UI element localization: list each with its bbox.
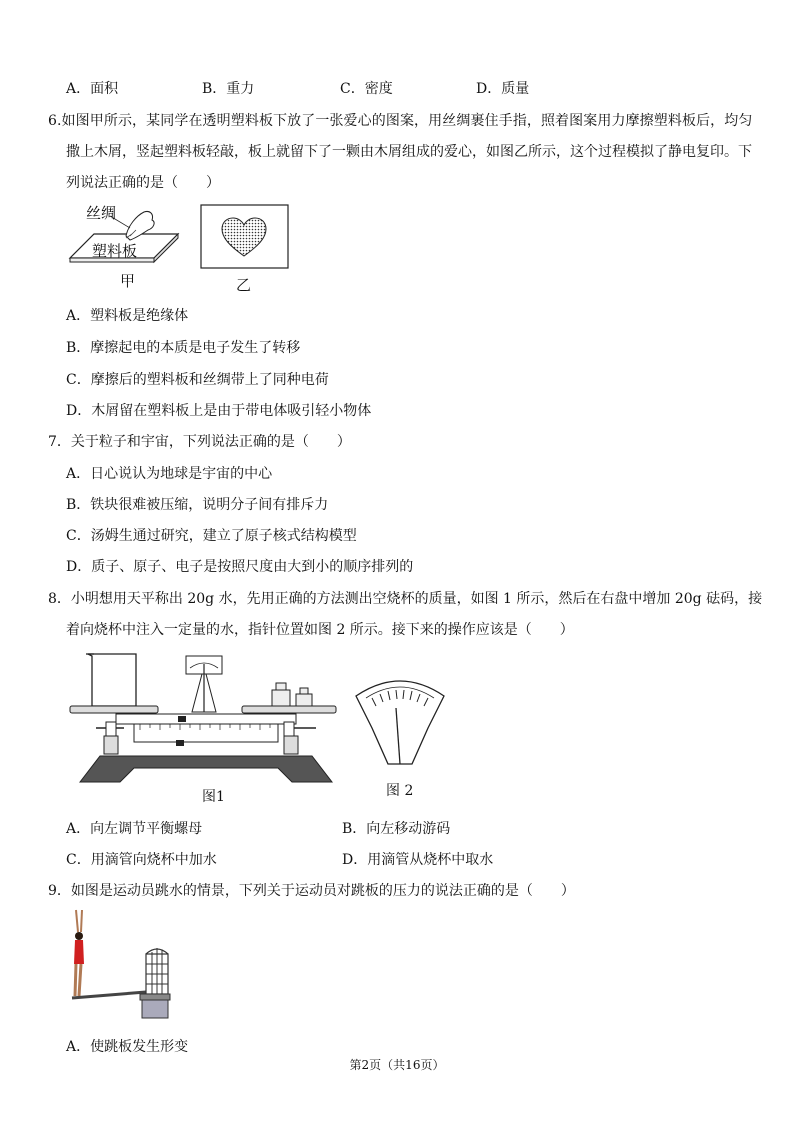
q6-option-c: C．摩擦后的塑料板和丝绸带上了同种电荷: [66, 372, 329, 388]
q7-option-d: D．质子、原子、电子是按照尺度由大到小的顺序排列的: [66, 559, 414, 575]
q7-option-a: A．日心说认为地球是宇宙的中心: [66, 466, 273, 482]
figure-diving: [66, 906, 176, 1021]
q5-option-c: C．密度: [340, 81, 393, 97]
label-fig1: 图1: [202, 789, 225, 805]
label-yi: 乙: [236, 276, 252, 294]
label-fig2: 图 2: [386, 783, 414, 799]
q6-stem-line2: 撒上木屑，竖起塑料板轻敲，板上就留下了一颗由木屑组成的爱心，如图乙所示，这个过程模拟了静电复印。下: [66, 144, 752, 160]
heart-board-drawing: [200, 204, 290, 270]
q8-option-a: A．向左调节平衡螺母: [66, 821, 203, 837]
q7-option-c: C．汤姆生通过研究，建立了原子核式结构模型: [66, 528, 357, 544]
q6-stem-line3: 列说法正确的是（ ）: [66, 175, 220, 191]
q7-option-b: B．铁块很难被压缩，说明分子间有排斥力: [66, 497, 329, 513]
balance-drawing: [66, 646, 346, 786]
q8-stem-line2: 着向烧杯中注入一定量的水，指针位置如图 2 所示。接下来的操作应该是（ ）: [66, 622, 574, 638]
q6-stem-line1: 6.如图甲所示，某同学在透明塑料板下放了一张爱心的图案，用丝绸裹住手指，照着图案用力摩擦塑料板后，均匀: [48, 113, 753, 129]
q5-option-a: A．面积: [66, 81, 119, 97]
q9-stem: 9．如图是运动员跳水的情景，下列关于运动员对跳板的压力的说法正确的是（ ）: [48, 883, 575, 899]
label-jia: 甲: [120, 272, 136, 290]
q8-option-c: C．用滴管向烧杯中加水: [66, 852, 217, 868]
q8-option-b: B．向左移动游码: [342, 821, 451, 837]
q6-option-a: A．塑料板是绝缘体: [66, 308, 189, 324]
figure-1-balance: [66, 646, 346, 806]
q5-option-d: D．质量: [476, 81, 530, 97]
diver-drawing: [66, 906, 176, 1021]
q8-option-d: D．用滴管从烧杯中取水: [342, 852, 494, 868]
q8-stem-line1: 8．小明想用天平称出 20g 水，先用正确的方法测出空烧杯的质量，如图 1 所示，然后在右盘中增加 20g 砝码，接: [48, 591, 763, 607]
figure-2-dial: [352, 668, 448, 798]
page-footer: 第2页（共16页）: [349, 1058, 445, 1072]
figure-jia: [66, 200, 186, 295]
label-silk: 丝绸: [86, 204, 117, 222]
q5-option-b: B．重力: [202, 81, 255, 97]
dial-drawing: [352, 668, 448, 768]
q6-option-b: B．摩擦起电的本质是电子发生了转移: [66, 340, 301, 356]
q9-option-a: A．使跳板发生形变: [66, 1039, 189, 1055]
figure-yi: [200, 204, 290, 294]
label-plastic-board: 塑料板: [92, 242, 138, 260]
q6-option-d: D．木屑留在塑料板上是由于带电体吸引轻小物体: [66, 403, 372, 419]
q7-stem: 7．关于粒子和宇宙，下列说法正确的是（ ）: [48, 434, 351, 450]
